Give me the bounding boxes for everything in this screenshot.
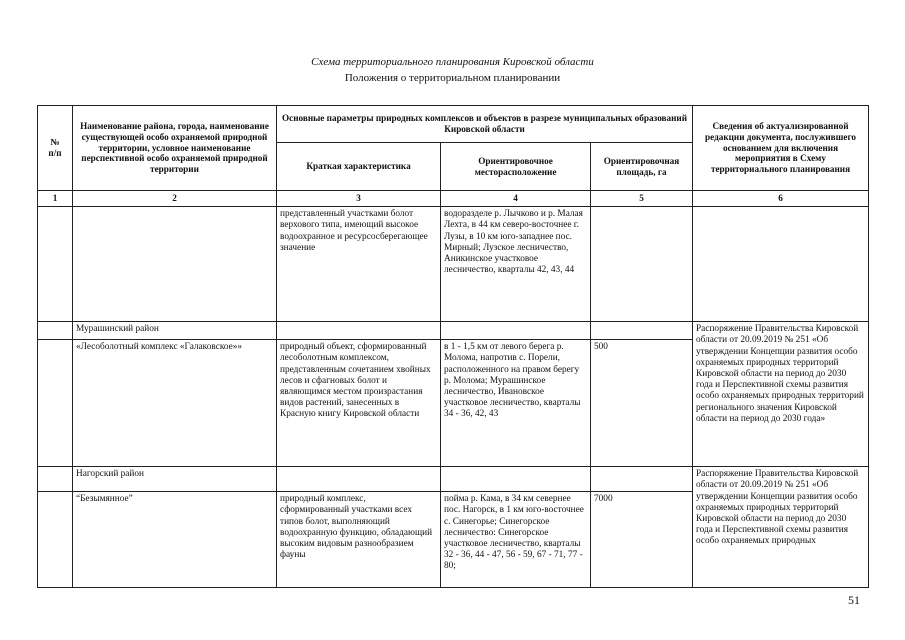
- cell-area: 7000: [591, 492, 693, 588]
- header-characteristic: Краткая характеристика: [277, 143, 441, 191]
- header-area: Ориентировочная площадь, га: [591, 143, 693, 191]
- cell-district-name: Мурашинский район: [73, 322, 277, 340]
- cell-empty: [38, 467, 73, 492]
- cell-object-name: “Безымянное”: [73, 492, 277, 588]
- table-row: [38, 322, 869, 340]
- table-row: [38, 467, 869, 492]
- cell-empty: [38, 492, 73, 588]
- column-number: 1: [38, 191, 73, 207]
- cell-characteristic: природный объект, сформированный лесоболотным комплексом, представленным сочетанием хвойных лесов и сфагновых болот и являющимся местом произрастания видов растений, занесенных в Красную книгу Кировской области: [277, 340, 441, 467]
- cell-object-name: «Лесоболотный комплекс «Галаковское»»: [73, 340, 277, 467]
- cell-empty: [591, 322, 693, 340]
- page-number: 51: [848, 593, 860, 607]
- cell-empty: [277, 322, 441, 340]
- column-number: 3: [277, 191, 441, 207]
- header-row-top: [38, 106, 869, 143]
- column-number: 4: [441, 191, 591, 207]
- cell-empty: [591, 467, 693, 492]
- cell-empty: [38, 207, 73, 322]
- column-number: 6: [693, 191, 869, 207]
- planning-table: [37, 105, 869, 588]
- cell-empty: [277, 467, 441, 492]
- header-name: Наименование района, города, наименование существующей особо охраняемой природной территории, условное наименование перспективной особо охраняемой природной территории: [73, 106, 277, 191]
- column-number: 2: [73, 191, 277, 207]
- document-subtitle: Положения о территориальном планировании: [344, 72, 561, 84]
- header-number: № п/п: [38, 106, 73, 191]
- cell-empty: [441, 322, 591, 340]
- cell-district-name: Нагорский район: [73, 467, 277, 492]
- cell-empty: [38, 340, 73, 467]
- cell-empty: [441, 467, 591, 492]
- cell-characteristic: представленный участками болот верхового типа, имеющий высокое водоохранное и ресурсосберегающее значение: [277, 207, 441, 322]
- table-row: [38, 207, 869, 322]
- cell-empty: [693, 207, 869, 322]
- cell-empty: [591, 207, 693, 322]
- document-title: Схема территориального планирования Кировской области: [311, 56, 594, 68]
- cell-empty: [38, 322, 73, 340]
- header-document: Сведения об актуализированной редакции документа, послужившего основанием для включения мероприятия в Схему территориального планирования: [693, 106, 869, 191]
- cell-location: в 1 - 1,5 км от левого берега р. Молома, напротив с. Порели, расположенного на правом берегу р. Молома; Мурашинское лесничество, Ивановское участковое лесничество, кварталы 34 - 36, 42, 43: [441, 340, 591, 467]
- column-number: 5: [591, 191, 693, 207]
- header-group-parameters: Основные параметры природных комплексов и объектов в разрезе муниципальных образований Кировской области: [277, 106, 693, 143]
- cell-location: пойма р. Кама, в 34 км севернее пос. Нагорск, в 1 км юго-восточнее с. Синегорье; Синегорское лесничество: Синегорское участковое лесничество, кварталы 32 - 36, 44 - 47, 56 - 59, 67 - 71, 77 - 80;: [441, 492, 591, 588]
- cell-location: водоразделе р. Лычково и р. Малая Лехта, в 44 км северо-восточнее г. Лузы, в 10 км юго-западнее пос. Мирный; Лузское лесничество, Аникинское участковое лесничество, кварталы 42, 43, 44: [441, 207, 591, 322]
- cell-characteristic: природный комплекс, сформированный участками всех типов болот, выполняющий водоохранную функцию, обладающий высоким видовым разнообразием фауны: [277, 492, 441, 588]
- cell-area: 500: [591, 340, 693, 467]
- cell-empty: [73, 207, 277, 322]
- cell-document: Распоряжение Правительства Кировской области от 20.09.2019 № 251 «Об утверждении Концепции развития особо охраняемых природных территорий Кировской области на период до 2030 года и Перспективной схемы развития особо охраняемых природных территорий регионального значения Кировской области на период до 2030 года»: [693, 322, 869, 467]
- cell-document: Распоряжение Правительства Кировской области от 20.09.2019 № 251 «Об утверждении Концепции развития особо охраняемых природных территорий Кировской области на период до 2030 года и Перспективной схемы развития особо охраняемых природных: [693, 467, 869, 588]
- column-numbers-row: [38, 191, 869, 207]
- header-location: Ориентировочное месторасположение: [441, 143, 591, 191]
